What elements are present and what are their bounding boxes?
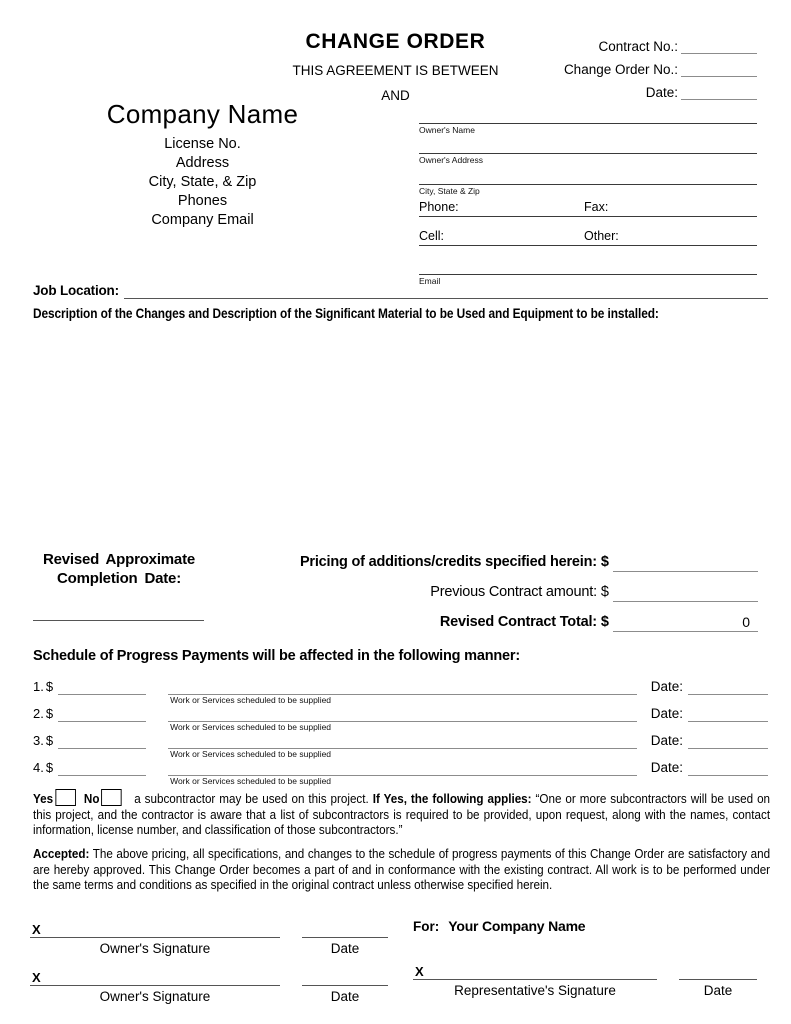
- payment-date-line[interactable]: [688, 760, 768, 776]
- previous-contract-field: [238, 581, 758, 602]
- payment-work-caption: Work or Services scheduled to be supplied: [170, 722, 332, 732]
- agreement-and: AND: [381, 88, 410, 103]
- revised-total-label: Revised Contract Total:: [439, 614, 597, 630]
- x-mark: X: [415, 964, 424, 979]
- payment-currency: $: [45, 679, 54, 694]
- owner-signature-row-1: [30, 918, 388, 956]
- representative-signature-label: Representative's Signature: [454, 983, 616, 998]
- payment-date-line[interactable]: [688, 733, 768, 749]
- contract-no-field: [564, 38, 757, 54]
- payment-date-label: Date:: [650, 679, 683, 694]
- payment-currency: $: [45, 760, 54, 775]
- payment-row-4: [33, 760, 768, 786]
- payment-row-1: [33, 679, 768, 705]
- yes-label: Yes: [33, 792, 54, 806]
- owner-signature-label: Owner's Signature: [99, 989, 211, 1004]
- yes-checkbox[interactable]: [55, 789, 76, 806]
- payment-work-line[interactable]: [168, 760, 637, 786]
- accepted-label: Accepted:: [33, 847, 90, 861]
- revised-currency: $: [600, 614, 609, 630]
- subcontractor-paragraph: [33, 789, 770, 839]
- payment-amount-line[interactable]: [58, 706, 146, 722]
- payments-heading: Schedule of Progress Payments will be affected in the following manner:: [33, 648, 520, 664]
- owner-email-caption: Email: [419, 276, 441, 286]
- representative-signature-line[interactable]: [413, 960, 657, 980]
- agreement-subtitle: THIS AGREEMENT IS BETWEEN: [292, 63, 499, 78]
- previous-contract-line[interactable]: [613, 580, 758, 602]
- pricing-rows: [238, 551, 758, 641]
- additions-pricing-field: [238, 551, 758, 572]
- phone-fax-field[interactable]: [419, 196, 757, 217]
- owner-address-line[interactable]: [419, 135, 757, 154]
- payment-work-caption: Work or Services scheduled to be supplied: [170, 749, 332, 759]
- date-label: Date:: [645, 85, 678, 100]
- payment-work-line[interactable]: [168, 706, 637, 732]
- owner-signature-line-2[interactable]: [30, 966, 280, 986]
- other-label: Other:: [584, 229, 619, 243]
- reference-fields: [564, 38, 757, 107]
- job-location-field: [33, 283, 768, 299]
- date-label: Date: [330, 941, 360, 956]
- x-mark: X: [32, 970, 41, 985]
- for-company-name: Your Company Name: [448, 918, 586, 934]
- payment-currency: $: [45, 733, 54, 748]
- owner-signature-block: [30, 918, 388, 1004]
- additions-currency: $: [600, 554, 609, 570]
- owner-email-line[interactable]: [419, 246, 757, 275]
- payment-work-line[interactable]: [168, 679, 637, 705]
- date-line[interactable]: [681, 85, 757, 100]
- company-phones: Phones: [177, 193, 228, 209]
- job-location-line[interactable]: [124, 283, 768, 299]
- additions-line[interactable]: [613, 550, 758, 572]
- payment-number: 1.: [33, 679, 44, 694]
- x-mark: X: [32, 922, 41, 937]
- payment-currency: $: [45, 706, 54, 721]
- company-city-state-zip: City, State, & Zip: [148, 174, 257, 190]
- payment-number: 4.: [33, 760, 44, 775]
- additions-label: Pricing of additions/credits specified herein:: [299, 554, 597, 570]
- payment-amount-line[interactable]: [58, 679, 146, 695]
- payment-number: 2.: [33, 706, 44, 721]
- change-order-no-label: Change Order No.:: [563, 62, 678, 77]
- no-label: No: [83, 792, 100, 806]
- payment-row-2: [33, 706, 768, 732]
- payment-date-line[interactable]: [688, 679, 768, 695]
- for-label: For:: [413, 919, 440, 934]
- revised-total-field: [238, 611, 758, 632]
- payment-row-3: [33, 733, 768, 759]
- change-order-no-field: [564, 61, 757, 77]
- subcontractor-bold: If Yes, the following applies:: [372, 792, 532, 806]
- payment-number: 3.: [33, 733, 44, 748]
- completion-line1: Revised Approximate: [42, 551, 196, 568]
- owner-city-field: [419, 165, 757, 196]
- owner-name-line[interactable]: [419, 112, 757, 124]
- previous-currency: $: [600, 584, 609, 600]
- company-address: Address: [175, 155, 230, 171]
- change-order-no-line[interactable]: [681, 62, 757, 77]
- revised-total-line[interactable]: [613, 610, 758, 632]
- owner-signature-row-2: [30, 966, 388, 1004]
- payment-date-line[interactable]: [688, 706, 768, 722]
- owner-city-line[interactable]: [419, 165, 757, 185]
- completion-date-heading: [28, 551, 210, 588]
- date-label: Date: [703, 983, 733, 998]
- company-signature-block: [413, 918, 757, 998]
- accepted-text: The above pricing, all specifications, and changes to the schedule of progress payments of this Change Order are satisfactory and are hereby approved. This Change Order becomes a part of and in conformance with the existing contract. All work is to be performed under the same terms and conditions as specified in the original contract unless otherwise specified herein.: [33, 847, 771, 892]
- previous-contract-label: Previous Contract amount:: [430, 584, 597, 600]
- owner-city-caption: City, State & Zip: [419, 186, 480, 196]
- phone-label: Phone:: [419, 200, 459, 214]
- payment-work-caption: Work or Services scheduled to be supplied: [170, 695, 332, 705]
- owner-date-line-1[interactable]: [302, 918, 388, 938]
- date-label: Date: [330, 989, 360, 1004]
- representative-date-line[interactable]: [679, 960, 757, 980]
- company-email: Company Email: [151, 212, 254, 228]
- owner-date-line-2[interactable]: [302, 966, 388, 986]
- job-location-label: Job Location:: [33, 283, 119, 298]
- representative-signature-row: [413, 960, 757, 998]
- company-name: Company Name: [106, 99, 299, 129]
- owner-signature-line-1[interactable]: [30, 918, 280, 938]
- owner-signature-label: Owner's Signature: [99, 941, 211, 956]
- payment-date-label: Date:: [650, 733, 683, 748]
- owner-name-field: [419, 112, 757, 135]
- date-field: [564, 84, 757, 100]
- for-company-row: [413, 918, 757, 934]
- no-checkbox[interactable]: [101, 789, 122, 806]
- contract-no-line[interactable]: [681, 39, 757, 54]
- owner-block: [419, 112, 757, 286]
- payment-work-caption: Work or Services scheduled to be supplied: [170, 776, 332, 786]
- description-heading: Description of the Changes and Description of the Significant Material to be Used and Equipment to be installed:: [33, 306, 659, 321]
- owner-name-caption: Owner's Name: [419, 125, 475, 135]
- completion-date-line[interactable]: [33, 620, 204, 621]
- company-license: License No.: [164, 136, 241, 152]
- payment-date-label: Date:: [650, 760, 683, 775]
- contract-no-label: Contract No.:: [598, 39, 678, 54]
- payment-work-line[interactable]: [168, 733, 637, 759]
- completion-line2: Completion Date:: [57, 569, 181, 587]
- owner-email-field: [419, 246, 757, 286]
- payment-amount-line[interactable]: [58, 760, 146, 776]
- cell-other-field[interactable]: [419, 217, 757, 246]
- payment-amount-line[interactable]: [58, 733, 146, 749]
- form-title: CHANGE ORDER: [305, 30, 486, 53]
- payment-date-label: Date:: [650, 706, 683, 721]
- owner-address-field: [419, 135, 757, 165]
- fax-label: Fax:: [584, 200, 609, 214]
- owner-address-caption: Owner's Address: [419, 155, 483, 165]
- cell-label: Cell:: [419, 229, 445, 243]
- revised-total-value: 0: [742, 614, 750, 630]
- payments-rows: [33, 679, 768, 787]
- company-block: [30, 99, 375, 230]
- subcontractor-lead: a subcontractor may be used on this project.: [134, 792, 369, 806]
- accepted-paragraph: [33, 847, 770, 894]
- subcontractor-quote: “One or more subcontractors will be used on this project, and the contractor is aware that a list of subcontractors is required to be provided, upon request, along with the names, contact information, license number, and classification of those subcontractors.”: [33, 792, 771, 837]
